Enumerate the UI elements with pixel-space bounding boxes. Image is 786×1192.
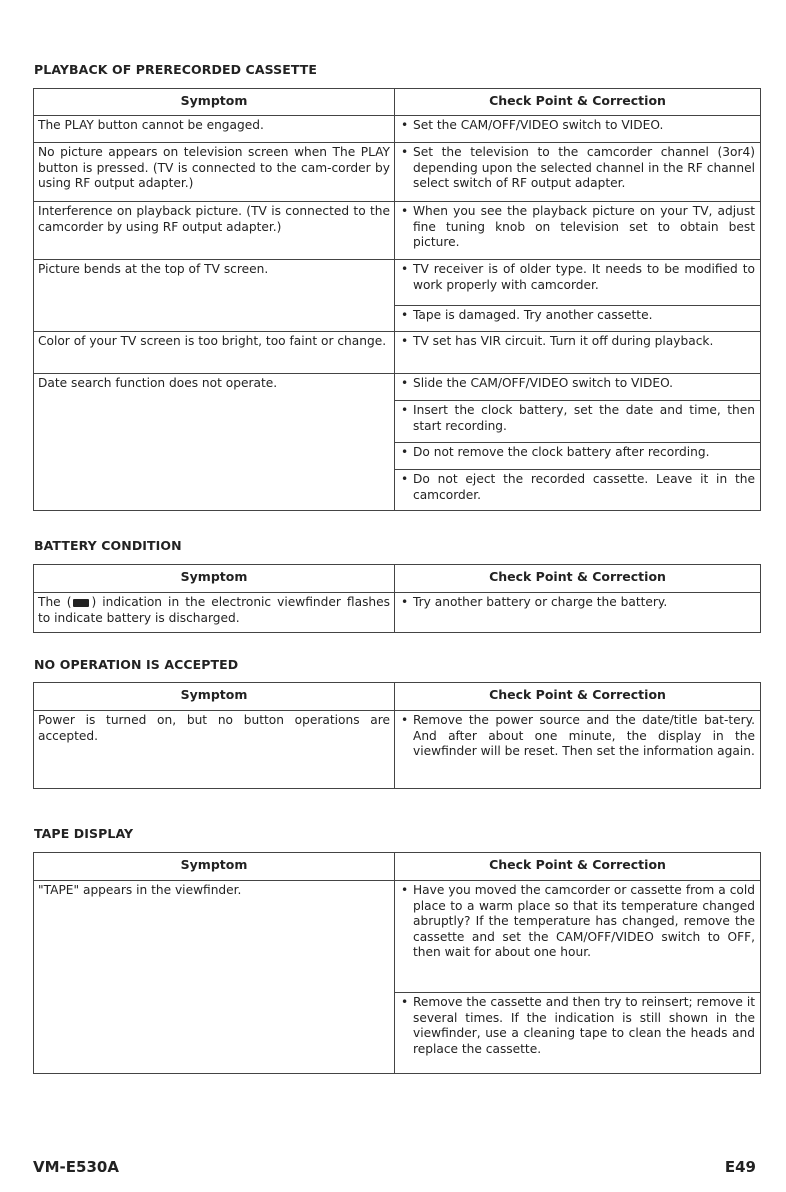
symptom-cell: Date search function does not operate. <box>34 374 395 511</box>
symptom-header: Symptom <box>34 683 395 711</box>
correction-item: • TV receiver is of older type. It needs to be modified to work properly with camcorder. <box>401 262 755 292</box>
symptom-cell: The PLAY button cannot be engaged. <box>34 116 395 143</box>
bullet-icon: • <box>401 334 409 348</box>
correction-item: • When you see the playback picture on your TV, adjust fine tuning knob on television set to obtain best picture. <box>401 204 755 249</box>
bullet-icon: • <box>401 595 409 609</box>
bullet-icon: • <box>401 308 409 322</box>
bullet-icon: • <box>401 376 409 390</box>
symptom-cell: Color of your TV screen is too bright, too faint or change. <box>34 332 395 374</box>
battery-table <box>33 564 761 633</box>
correction-item: • Do not eject the recorded cassette. Leave it in the camcorder. <box>401 472 755 502</box>
section-title-playback: PLAYBACK OF PRERECORDED CASSETTE <box>34 62 318 77</box>
bullet-icon: • <box>401 713 409 727</box>
correction-item: • Remove the power source and the date/title bat-tery. And after about one minute, the display in the viewfinder will be reset. Then set the information again. <box>401 713 755 758</box>
playback-table <box>33 88 761 511</box>
bullet-icon: • <box>401 262 409 276</box>
correction-item: • Slide the CAM/OFF/VIDEO switch to VIDEO. <box>401 376 674 390</box>
bullet-icon: • <box>401 118 409 132</box>
symptom-cell: The ( ) indication in the electronic viewfinder flashes to indicate battery is discharged. <box>34 593 395 633</box>
correction-header: Check Point & Correction <box>395 683 761 711</box>
symptom-cell: Picture bends at the top of TV screen. <box>34 260 395 332</box>
bullet-icon: • <box>401 145 409 159</box>
bullet-icon: • <box>401 403 409 417</box>
symptom-cell: "TAPE" appears in the viewfinder. <box>34 881 395 1074</box>
battery-icon <box>73 599 89 607</box>
correction-item: • TV set has VIR circuit. Turn it off during playback. <box>401 334 714 348</box>
correction-header: Check Point & Correction <box>395 853 761 881</box>
correction-item: • Set the television to the camcorder channel (3or4) depending upon the selected channel in the RF channel select switch of RF output adapter. <box>401 145 755 190</box>
symptom-header: Symptom <box>34 853 395 881</box>
no-operation-table <box>33 682 761 789</box>
symptom-header: Symptom <box>34 565 395 593</box>
page-number: E49 <box>724 1158 756 1176</box>
correction-header: Check Point & Correction <box>395 89 761 116</box>
symptom-cell: No picture appears on television screen when The PLAY button is pressed. (TV is connected to the cam-corder by using RF output adapter.) <box>34 143 395 202</box>
bullet-icon: • <box>401 204 409 218</box>
symptom-header: Symptom <box>34 89 395 116</box>
correction-item: • Remove the cassette and then try to reinsert; remove it several times. If the indication is still shown in the viewfinder, use a cleaning tape to clean the heads and replace the cassette. <box>401 995 755 1056</box>
correction-item: • Do not remove the clock battery after recording. <box>401 445 710 459</box>
bullet-icon: • <box>401 995 409 1009</box>
correction-item: • Have you moved the camcorder or cassette from a cold place to a warm place so that its temperature changed abruptly? If the temperature has changed, remove the cassette and set the CAM/OFF/VIDEO switch to OFF, then wait for about one hour. <box>401 883 755 959</box>
tape-display-table <box>33 852 761 1074</box>
section-title-battery: BATTERY CONDITION <box>34 538 182 553</box>
section-title-no-operation: NO OPERATION IS ACCEPTED <box>34 657 239 672</box>
section-title-tape-display: TAPE DISPLAY <box>34 826 134 841</box>
bullet-icon: • <box>401 472 409 486</box>
correction-item: • Set the CAM/OFF/VIDEO switch to VIDEO. <box>401 118 664 132</box>
correction-item: • Tape is damaged. Try another cassette. <box>401 308 653 322</box>
bullet-icon: • <box>401 445 409 459</box>
correction-item: • Insert the clock battery, set the date and time, then start recording. <box>401 403 755 433</box>
correction-header: Check Point & Correction <box>395 565 761 593</box>
model-number: VM-E530A <box>33 1158 119 1176</box>
bullet-icon: • <box>401 883 409 897</box>
correction-item: • Try another battery or charge the battery. <box>401 595 668 609</box>
symptom-cell: Interference on playback picture. (TV is connected to the camcorder by using RF output adapter.) <box>34 202 395 260</box>
symptom-cell: Power is turned on, but no button operations are accepted. <box>34 711 395 789</box>
